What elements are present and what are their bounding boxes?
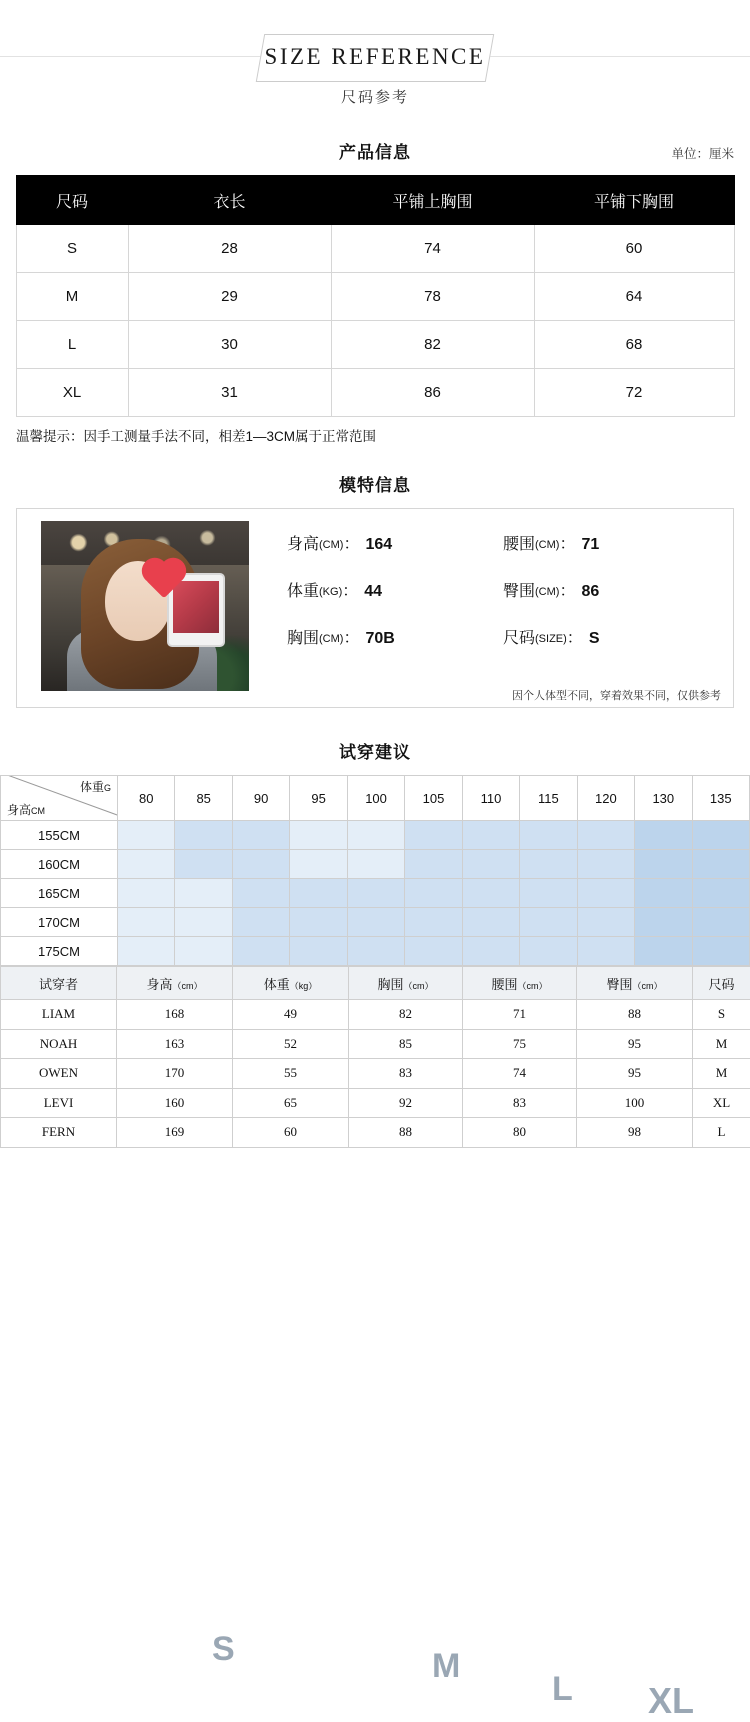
model-field-sep: ： bbox=[567, 630, 583, 647]
zone-label-s: S bbox=[212, 1630, 235, 1669]
weight-header-cell: 100 bbox=[347, 776, 404, 821]
weight-header-cell: 130 bbox=[635, 776, 692, 821]
tester-cell: 83 bbox=[463, 1088, 577, 1118]
fit-cell bbox=[175, 879, 232, 908]
model-field-value: S bbox=[589, 630, 600, 647]
fit-cell bbox=[347, 879, 404, 908]
model-field-sep: ： bbox=[559, 583, 575, 600]
tester-col-header: 身高（cm） bbox=[117, 967, 233, 1000]
fit-cell bbox=[692, 879, 749, 908]
height-row-label: 165CM bbox=[1, 879, 118, 908]
model-field-sep: ： bbox=[342, 583, 358, 600]
table-row bbox=[16, 321, 734, 369]
tester-cell: 88 bbox=[349, 1118, 463, 1148]
weight-axis-label: 体重G bbox=[80, 778, 111, 795]
fit-cell bbox=[405, 821, 462, 850]
tester-cell: 163 bbox=[117, 1029, 233, 1059]
page-title: SIZE REFERENCE bbox=[0, 44, 750, 70]
tester-cell: 65 bbox=[233, 1088, 349, 1118]
tester-cell: 71 bbox=[463, 1000, 577, 1030]
model-info-title: 模特信息 bbox=[0, 471, 750, 496]
model-field-label: 尺码 bbox=[503, 630, 535, 647]
table-row bbox=[1, 879, 750, 908]
fit-cell bbox=[232, 937, 289, 966]
unit-note: 单位：厘米 bbox=[671, 144, 734, 162]
fit-cell bbox=[118, 937, 175, 966]
size-cell: 68 bbox=[534, 321, 734, 369]
model-field-unit: (SIZE) bbox=[535, 633, 567, 645]
fit-cell bbox=[462, 850, 519, 879]
tester-cell: 170 bbox=[117, 1059, 233, 1089]
size-table bbox=[16, 175, 735, 417]
model-field-bust bbox=[287, 625, 503, 648]
fit-cell bbox=[175, 937, 232, 966]
fit-cell bbox=[118, 850, 175, 879]
page-subtitle: 尺码参考 bbox=[0, 86, 750, 107]
model-field-sep: ： bbox=[343, 536, 359, 553]
tester-cell: 88 bbox=[577, 1000, 693, 1030]
tester-cell: LEVI bbox=[1, 1088, 117, 1118]
table-row bbox=[1, 1118, 750, 1148]
model-field-label: 身高 bbox=[287, 536, 319, 553]
model-field-value: 86 bbox=[581, 583, 599, 600]
weight-header-cell: 90 bbox=[232, 776, 289, 821]
fit-cell bbox=[405, 908, 462, 937]
zone-label-l: L bbox=[552, 1670, 573, 1709]
model-field-unit: (CM) bbox=[535, 586, 559, 598]
fit-cell bbox=[462, 879, 519, 908]
model-field-label: 臀围 bbox=[503, 583, 535, 600]
tester-cell: 52 bbox=[233, 1029, 349, 1059]
height-row-label: 160CM bbox=[1, 850, 118, 879]
fit-cell bbox=[290, 879, 347, 908]
size-cell: M bbox=[16, 273, 128, 321]
fit-cell bbox=[347, 937, 404, 966]
tester-cell: 74 bbox=[463, 1059, 577, 1089]
fit-cell bbox=[347, 908, 404, 937]
fit-cell bbox=[232, 908, 289, 937]
fit-cell bbox=[462, 937, 519, 966]
tester-cell: 83 bbox=[349, 1059, 463, 1089]
tester-col-header: 体重（kg） bbox=[233, 967, 349, 1000]
fit-cell bbox=[347, 850, 404, 879]
model-field-value: 164 bbox=[365, 536, 392, 553]
fit-cell bbox=[290, 850, 347, 879]
tester-col-header: 尺码 bbox=[693, 967, 750, 1000]
fit-cell bbox=[635, 879, 692, 908]
model-field-sep: ： bbox=[559, 536, 575, 553]
tester-col-header: 试穿者 bbox=[1, 967, 117, 1000]
fit-cell bbox=[405, 937, 462, 966]
axis-corner-cell bbox=[1, 776, 118, 821]
size-col-header: 平铺下胸围 bbox=[534, 176, 734, 225]
fit-cell bbox=[577, 850, 634, 879]
tester-cell: XL bbox=[693, 1088, 750, 1118]
fit-cell bbox=[692, 908, 749, 937]
height-axis-label: 身高CM bbox=[7, 801, 45, 818]
size-cell: 82 bbox=[331, 321, 534, 369]
tester-cell: 49 bbox=[233, 1000, 349, 1030]
tester-cell: 75 bbox=[463, 1029, 577, 1059]
fitting-suggestion-section bbox=[0, 738, 750, 1148]
size-col-header: 衣长 bbox=[128, 176, 331, 225]
tester-col-header: 腰围（cm） bbox=[463, 967, 577, 1000]
weight-header-cell: 85 bbox=[175, 776, 232, 821]
tester-cell: 85 bbox=[349, 1029, 463, 1059]
fit-cell bbox=[175, 850, 232, 879]
zone-label-xl: XL bbox=[648, 1680, 694, 1722]
fit-cell bbox=[462, 908, 519, 937]
height-row-label: 170CM bbox=[1, 908, 118, 937]
table-row bbox=[16, 273, 734, 321]
fit-cell bbox=[347, 821, 404, 850]
size-cell: 28 bbox=[128, 225, 331, 273]
page-header bbox=[0, 0, 750, 120]
model-field-unit: (CM) bbox=[319, 633, 343, 645]
weight-header-cell: 95 bbox=[290, 776, 347, 821]
size-cell: 31 bbox=[128, 369, 331, 417]
model-info-box bbox=[16, 508, 734, 708]
model-field-value: 44 bbox=[364, 583, 382, 600]
fit-cell bbox=[692, 850, 749, 879]
fit-cell bbox=[175, 908, 232, 937]
tester-cell: 168 bbox=[117, 1000, 233, 1030]
fit-cell bbox=[635, 908, 692, 937]
model-field-row bbox=[287, 531, 719, 554]
tester-cell: 95 bbox=[577, 1059, 693, 1089]
fitting-suggestion-title: 试穿建议 bbox=[0, 738, 750, 763]
tester-cell: 82 bbox=[349, 1000, 463, 1030]
model-field-row bbox=[287, 578, 719, 601]
model-field-label: 体重 bbox=[287, 583, 319, 600]
fit-cell bbox=[520, 850, 577, 879]
size-cell: 72 bbox=[534, 369, 734, 417]
fit-cell bbox=[692, 821, 749, 850]
model-field-size bbox=[503, 625, 719, 648]
tester-cell: L bbox=[693, 1118, 750, 1148]
model-field-unit: (CM) bbox=[319, 539, 343, 551]
tester-cell: 98 bbox=[577, 1118, 693, 1148]
model-field-waist bbox=[503, 531, 719, 554]
model-field-value: 71 bbox=[581, 536, 599, 553]
tester-cell: OWEN bbox=[1, 1059, 117, 1089]
fit-cell bbox=[175, 821, 232, 850]
weight-header-cell: 115 bbox=[520, 776, 577, 821]
fit-cell bbox=[118, 879, 175, 908]
size-cell: 86 bbox=[331, 369, 534, 417]
height-row-label: 155CM bbox=[1, 821, 118, 850]
model-photo bbox=[41, 521, 249, 691]
tester-cell: 100 bbox=[577, 1088, 693, 1118]
tester-cell: FERN bbox=[1, 1118, 117, 1148]
model-field-unit: (KG) bbox=[319, 586, 342, 598]
size-cell: S bbox=[16, 225, 128, 273]
weight-header-cell: 80 bbox=[118, 776, 175, 821]
model-field-label: 腰围 bbox=[503, 536, 535, 553]
model-disclaimer: 因个人体型不同，穿着效果不同，仅供参考 bbox=[512, 687, 721, 703]
measurement-tip: 温馨提示：因手工测量手法不同，相差1—3CM属于正常范围 bbox=[16, 425, 734, 445]
size-col-header: 平铺上胸围 bbox=[331, 176, 534, 225]
model-field-value: 70B bbox=[365, 630, 394, 647]
tester-col-header: 臀围（cm） bbox=[577, 967, 693, 1000]
table-row bbox=[1, 1088, 750, 1118]
fit-cell bbox=[635, 850, 692, 879]
tester-cell: M bbox=[693, 1059, 750, 1089]
weight-header-cell: 110 bbox=[462, 776, 519, 821]
size-cell: XL bbox=[16, 369, 128, 417]
tester-table bbox=[0, 966, 750, 1148]
tester-cell: 92 bbox=[349, 1088, 463, 1118]
fit-cell bbox=[577, 908, 634, 937]
tester-cell: LIAM bbox=[1, 1000, 117, 1030]
model-field-height bbox=[287, 531, 503, 554]
tester-cell: S bbox=[693, 1000, 750, 1030]
size-cell: 74 bbox=[331, 225, 534, 273]
weight-header-cell: 135 bbox=[692, 776, 749, 821]
zone-label-m: M bbox=[432, 1647, 460, 1686]
model-field-sep: ： bbox=[343, 630, 359, 647]
height-row-label: 175CM bbox=[1, 937, 118, 966]
size-col-header: 尺码 bbox=[16, 176, 128, 225]
fit-cell bbox=[635, 937, 692, 966]
fit-cell bbox=[520, 821, 577, 850]
fit-cell bbox=[692, 937, 749, 966]
fit-cell bbox=[290, 908, 347, 937]
model-fields bbox=[287, 531, 719, 672]
table-row bbox=[16, 225, 734, 273]
fit-cell bbox=[577, 821, 634, 850]
size-cell: 29 bbox=[128, 273, 331, 321]
fitting-grid-header-row bbox=[1, 776, 750, 821]
table-row bbox=[1, 1000, 750, 1030]
tester-cell: 95 bbox=[577, 1029, 693, 1059]
tester-col-header: 胸围（cm） bbox=[349, 967, 463, 1000]
tester-cell: M bbox=[693, 1029, 750, 1059]
table-row bbox=[1, 821, 750, 850]
fit-cell bbox=[462, 821, 519, 850]
fit-cell bbox=[577, 879, 634, 908]
fit-cell bbox=[290, 937, 347, 966]
model-field-hip bbox=[503, 578, 719, 601]
model-field-row bbox=[287, 625, 719, 648]
tester-cell: 80 bbox=[463, 1118, 577, 1148]
model-field-label: 胸围 bbox=[287, 630, 319, 647]
tester-table-header-row bbox=[1, 967, 750, 1000]
fit-cell bbox=[118, 821, 175, 850]
size-cell: 78 bbox=[331, 273, 534, 321]
fitting-grid-wrap bbox=[0, 775, 750, 1148]
fit-cell bbox=[118, 908, 175, 937]
table-row bbox=[1, 908, 750, 937]
size-cell: 60 bbox=[534, 225, 734, 273]
size-cell: L bbox=[16, 321, 128, 369]
fit-cell bbox=[232, 850, 289, 879]
fit-cell bbox=[520, 908, 577, 937]
tester-cell: 55 bbox=[233, 1059, 349, 1089]
model-field-unit: (CM) bbox=[535, 539, 559, 551]
table-row bbox=[16, 369, 734, 417]
size-cell: 64 bbox=[534, 273, 734, 321]
model-field-weight bbox=[287, 578, 503, 601]
model-info-section bbox=[0, 471, 750, 708]
fit-cell bbox=[232, 821, 289, 850]
fit-cell bbox=[520, 879, 577, 908]
size-cell: 30 bbox=[128, 321, 331, 369]
product-info-title: 产品信息 bbox=[0, 138, 750, 163]
fit-cell bbox=[520, 937, 577, 966]
weight-header-cell: 120 bbox=[577, 776, 634, 821]
tester-cell: NOAH bbox=[1, 1029, 117, 1059]
size-table-header-row bbox=[16, 176, 734, 225]
fit-cell bbox=[290, 821, 347, 850]
tester-cell: 160 bbox=[117, 1088, 233, 1118]
product-info-section bbox=[0, 138, 750, 445]
fit-cell bbox=[405, 850, 462, 879]
fit-cell bbox=[577, 937, 634, 966]
fit-cell bbox=[405, 879, 462, 908]
fitting-grid-table bbox=[0, 775, 750, 966]
photo-phone-screen bbox=[173, 581, 219, 633]
tester-cell: 169 bbox=[117, 1118, 233, 1148]
table-row bbox=[1, 850, 750, 879]
table-row bbox=[1, 1059, 750, 1089]
table-row bbox=[1, 1029, 750, 1059]
fit-cell bbox=[232, 879, 289, 908]
tester-cell: 60 bbox=[233, 1118, 349, 1148]
fit-cell bbox=[635, 821, 692, 850]
weight-header-cell: 105 bbox=[405, 776, 462, 821]
table-row bbox=[1, 937, 750, 966]
